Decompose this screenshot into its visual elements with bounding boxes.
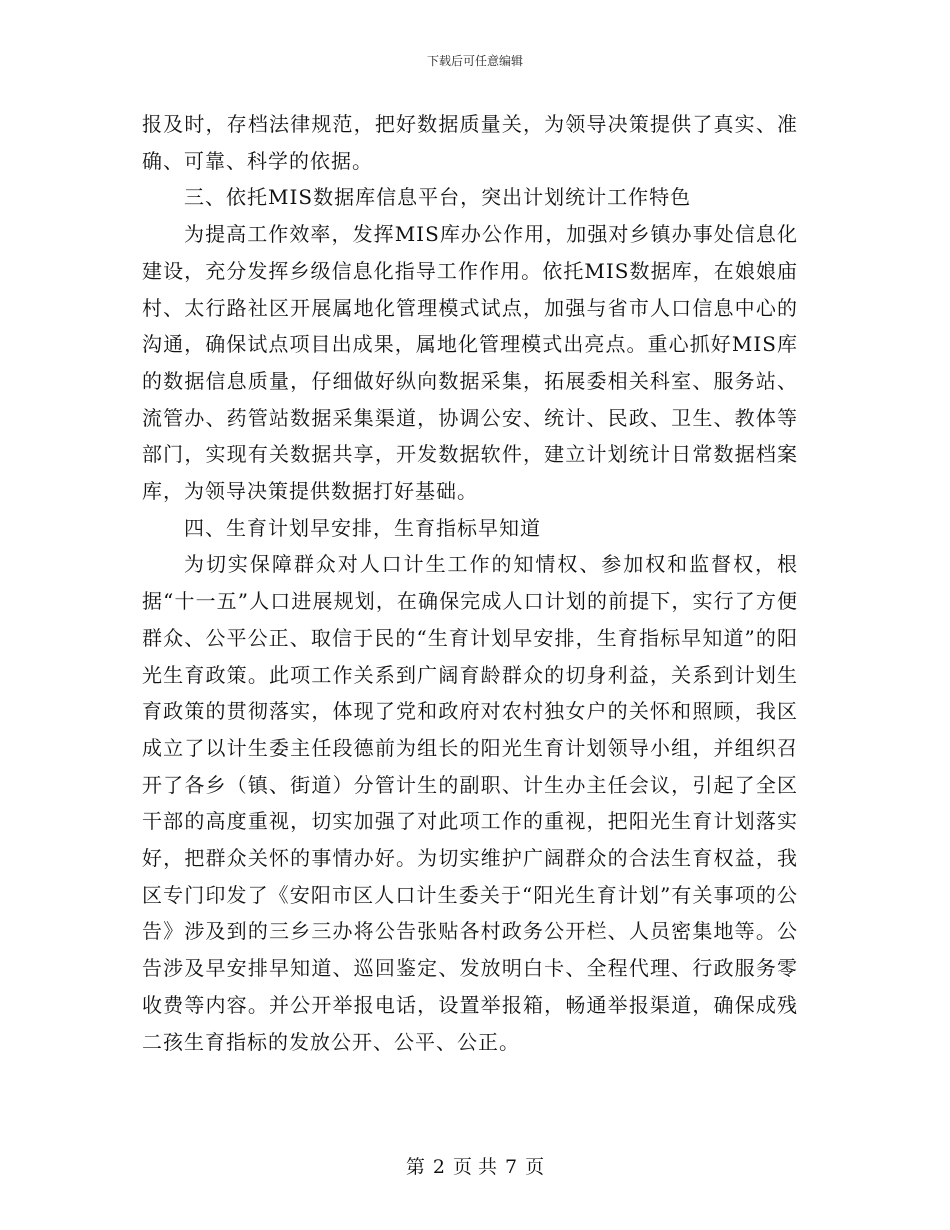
paragraph-continuation: 报及时，存档法律规范，把好数据质量关，为领导决策提供了真实、准确、可靠、科学的依据。 bbox=[142, 112, 798, 173]
footer-total-pages: 7 bbox=[505, 1156, 518, 1178]
page-footer bbox=[0, 1152, 950, 1179]
footer-prefix: 第 bbox=[405, 1156, 425, 1178]
footer-page-number: 2 bbox=[432, 1156, 445, 1178]
paragraph-birth-planning: 为切实保障群众对人口计生工作的知情权、参加权和监督权，根据“十一五”人口进展规划，在确保完成人口计划的前提下，实行了方便群众、公平公正、取信于民的“生育计划早安排，生育指标早知道”的阳光生育政策。此项工作关系到广阔育龄群众的切身利益，关系到计划生育政策的贯彻落实，体现了党和政府对农村独女户的关怀和照顾，我区成立了以计生委主任段德前为组长的阳光生育计划领导小组，并组织召开了各乡（镇、街道）分管计生的副职、计生办主任会议，引起了全区干部的高度重视，切实加强了对此项工作的重视，把阳光生育计划落实好，把群众关怀的事情办好。为切实维护广阔群众的合法生育权益，我区专门印发了《安阳市区人口计生委关于“阳光生育计划”有关事项的公告》涉及到的三乡三办将公告张贴各村政务公开栏、人员密集地等。公告涉及早安排早知道、巡回鉴定、发放明白卡、全程代理、行政服务零收费等内容。并公开举报电话，设置举报箱，畅通举报渠道，确保成残二孩生育指标的发放公开、公平、公正。 bbox=[142, 552, 798, 1054]
page-header: 下载后可任意编辑 bbox=[426, 54, 523, 68]
footer-suffix: 页 bbox=[525, 1156, 545, 1178]
footer-mid: 页 共 bbox=[452, 1156, 498, 1178]
document-body bbox=[142, 106, 798, 1060]
section-heading-3: 三、依托MIS数据库信息平台，突出计划统计工作特色 bbox=[184, 185, 692, 210]
paragraph-mis-database: 为提高工作效率，发挥MIS库办公作用，加强对乡镇办事处信息化建设，充分发挥乡级信息化指导工作作用。依托MIS数据库，在娘娘庙村、太行路社区开展属地化管理模式试点，加强与省市人口信息中心的沟通，确保试点项目出成果，属地化管理模式出亮点。重心抓好MIS库的数据信息质量，仔细做好纵向数据采集，拓展委相关科室、服务站、流管办、药管站数据采集渠道，协调公安、统计、民政、卫生、教体等部门，实现有关数据共享，开发数据软件，建立计划统计日常数据档案库，为领导决策提供数据打好基础。 bbox=[142, 222, 798, 504]
section-heading-4: 四、生育计划早安排，生育指标早知道 bbox=[184, 515, 541, 540]
